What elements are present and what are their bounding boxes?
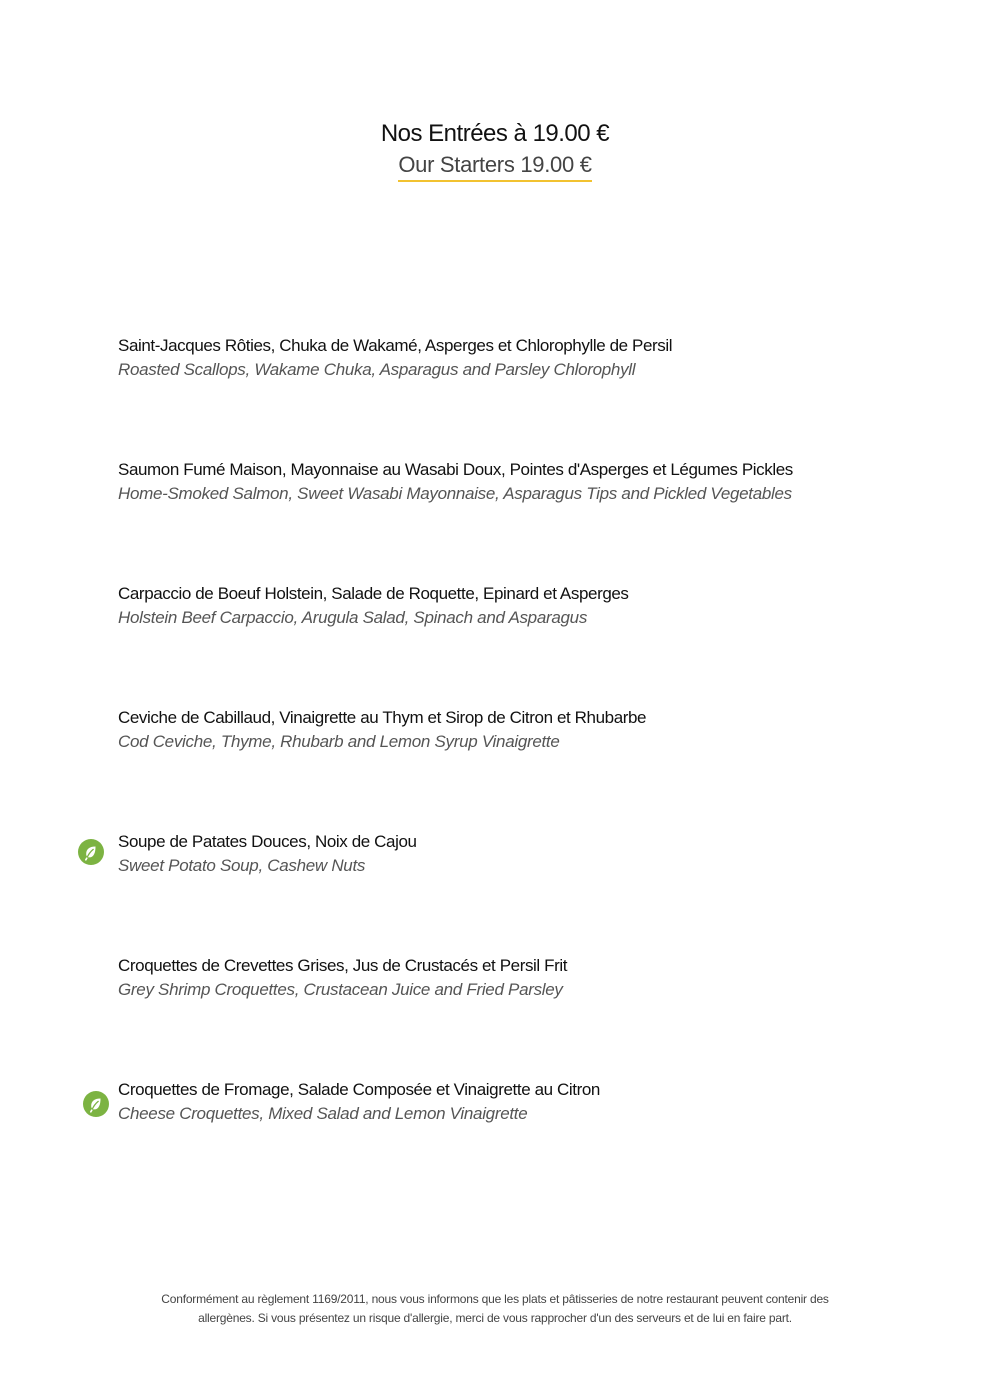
- dish-name-en: Cod Ceviche, Thyme, Rhubarb and Lemon Syrup Vinaigrette: [118, 732, 560, 751]
- menu-item: [118, 830, 938, 954]
- menu-item: [118, 706, 938, 830]
- dish-name-en: Cheese Croquettes, Mixed Salad and Lemon Vinaigrette: [118, 1104, 528, 1123]
- page-subtitle: Our Starters 19.00 €: [398, 150, 591, 182]
- dish-name-fr: Soupe de Patates Douces, Noix de Cajou: [118, 832, 417, 851]
- allergen-notice-line: Conformément au règlement 1169/2011, nous vous informons que les plats et pâtisseries de notre restaurant peuvent contenir des: [161, 1292, 829, 1306]
- starters-list: [118, 334, 938, 1202]
- menu-item: [118, 954, 938, 1078]
- dish-name-en: Sweet Potato Soup, Cashew Nuts: [118, 856, 366, 875]
- dish-name-fr: Saumon Fumé Maison, Mayonnaise au Wasabi Doux, Pointes d'Asperges et Légumes Pickles: [118, 460, 793, 479]
- dish-name-en: Grey Shrimp Croquettes, Crustacean Juice and Fried Parsley: [118, 980, 563, 999]
- menu-header: [0, 118, 990, 182]
- dish-name-en: Holstein Beef Carpaccio, Arugula Salad, Spinach and Asparagus: [118, 608, 588, 627]
- dish-name-fr: Ceviche de Cabillaud, Vinaigrette au Thym et Sirop de Citron et Rhubarbe: [118, 708, 647, 727]
- allergen-notice-line: allergènes. Si vous présentez un risque d'allergie, merci de vous rapprocher d'un des serveurs et de lui en faire part.: [198, 1311, 792, 1325]
- menu-item: [118, 582, 938, 706]
- page-title: Nos Entrées à 19.00 €: [380, 120, 610, 147]
- dish-name-fr: Croquettes de Crevettes Grises, Jus de Crustacés et Persil Frit: [118, 956, 568, 975]
- menu-item: [118, 1078, 938, 1202]
- dish-name-fr: Croquettes de Fromage, Salade Composée et Vinaigrette au Citron: [118, 1080, 600, 1099]
- vegetarian-leaf-icon: [78, 839, 104, 865]
- menu-item: [118, 334, 938, 458]
- vegetarian-leaf-icon: [83, 1091, 109, 1117]
- dish-name-fr: Saint-Jacques Rôties, Chuka de Wakamé, Asperges et Chlorophylle de Persil: [118, 336, 673, 355]
- menu-item: [118, 458, 938, 582]
- dish-name-en: Roasted Scallops, Wakame Chuka, Asparagus and Parsley Chlorophyll: [118, 360, 636, 379]
- dish-name-fr: Carpaccio de Boeuf Holstein, Salade de Roquette, Epinard et Asperges: [118, 584, 629, 603]
- allergen-notice: [125, 1290, 865, 1328]
- dish-name-en: Home-Smoked Salmon, Sweet Wasabi Mayonnaise, Asparagus Tips and Pickled Vegetables: [118, 484, 792, 503]
